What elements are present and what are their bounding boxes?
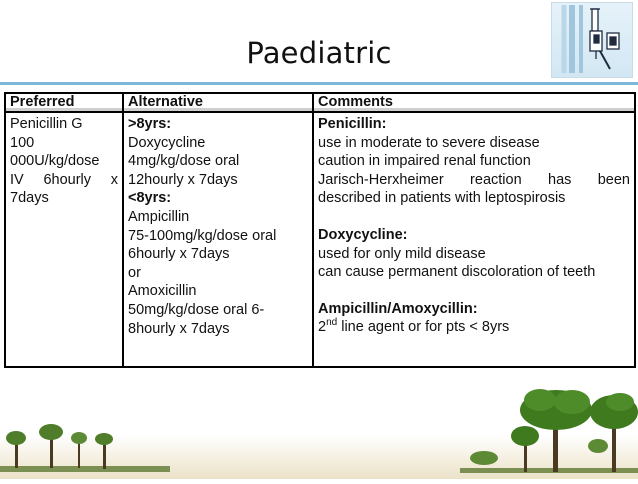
comment-ampicillin-line: [318, 318, 630, 337]
tree-icon: [470, 389, 638, 472]
column-header-alternative: Alternative: [123, 93, 313, 112]
preferred-dose-3: IV 6hourly x: [10, 171, 118, 188]
preferred-cell: [5, 112, 123, 367]
table-header-row: [5, 93, 635, 112]
table-row: [5, 112, 635, 367]
alt-group-1-dose: 4mg/kg/dose oral: [128, 153, 240, 170]
comment-spacer: [318, 208, 630, 226]
preferred-dose-4: 7days: [10, 190, 49, 207]
alt-group-2-drug: Ampicillin: [128, 208, 190, 225]
comment-penicillin-line-2: caution in impaired renal function: [318, 153, 531, 170]
alt-group-2-alt-duration: 8hourly x 7days: [128, 320, 230, 337]
alt-group-1-drug: Doxycycline: [128, 134, 206, 151]
column-header-comments: Comments: [313, 93, 635, 112]
treatment-table: [4, 92, 636, 368]
comment-penicillin-heading: Penicillin:: [318, 116, 387, 132]
ampicillin-line-number: 2: [318, 319, 327, 336]
comment-doxycycline-heading: Doxycycline:: [318, 226, 408, 243]
preferred-drug: Penicillin G: [10, 116, 83, 132]
syringe-vial-icon: [552, 3, 632, 77]
alt-group-2-alt-drug: Amoxicillin: [128, 283, 197, 300]
comment-penicillin-line-4: described in patients with leptospirosis: [318, 190, 566, 207]
preferred-dose-2: 000U/kg/dose: [10, 153, 100, 170]
comment-spacer: [318, 282, 630, 300]
comment-doxycycline-line-2: can cause permanent discoloration of teeth: [318, 264, 596, 281]
comment-penicillin-line-1: use in moderate to severe disease: [318, 134, 540, 151]
alt-group-2-heading: <8yrs:: [128, 190, 172, 207]
alt-group-1-heading: >8yrs:: [128, 116, 172, 132]
comments-cell: [313, 112, 635, 367]
alt-group-2-duration: 6hourly x 7days: [128, 246, 230, 263]
alt-group-2-dose: 75-100mg/kg/dose oral: [128, 227, 277, 244]
comment-doxycycline-line-1: used for only mild disease: [318, 245, 486, 262]
comment-ampicillin-heading: Ampicillin/Amoxycillin:: [318, 300, 478, 317]
preferred-dose-1: 100: [10, 134, 35, 151]
header-rule: [0, 82, 638, 85]
logo: [551, 2, 633, 78]
comment-penicillin-line-3: Jarisch-Herxheimer reaction has been: [318, 171, 630, 188]
alternative-cell: [123, 112, 313, 367]
ampicillin-line-superscript: nd: [326, 317, 338, 329]
column-header-preferred: Preferred: [5, 93, 123, 112]
alt-group-1-duration: 12hourly x 7days: [128, 171, 238, 188]
slide-title: Paediatric: [246, 36, 392, 70]
ampicillin-line-text: line agent or for pts < 8yrs: [337, 319, 510, 336]
alt-or: or: [128, 264, 141, 281]
footer-landscape: [0, 380, 638, 479]
alt-group-2-alt-dose: 50mg/kg/dose oral 6-: [128, 301, 265, 318]
